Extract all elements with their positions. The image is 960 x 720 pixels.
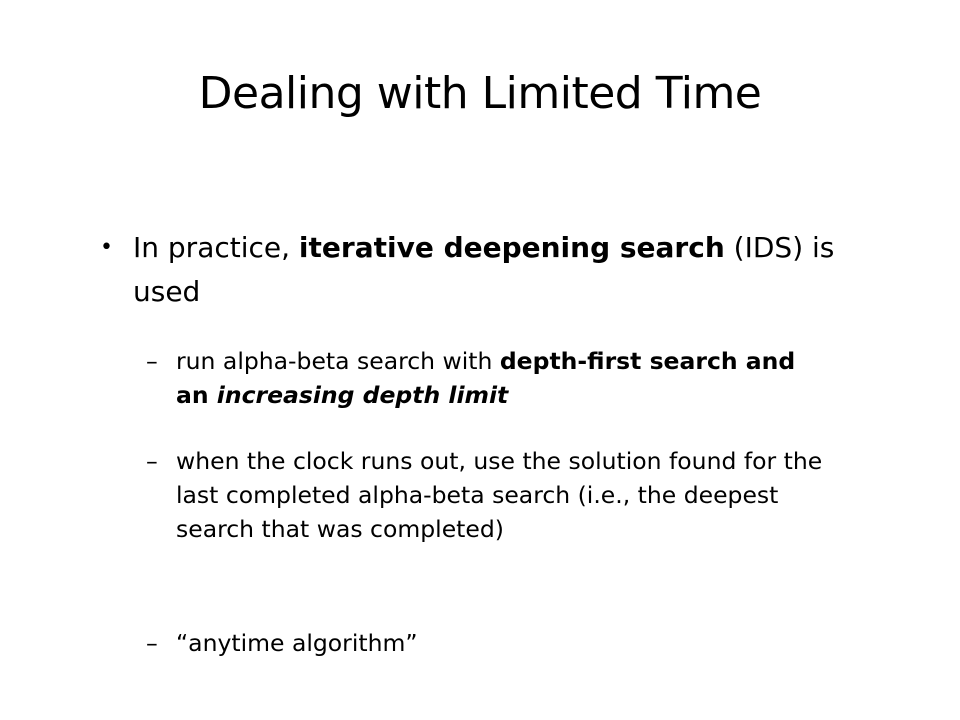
bullet-text [133, 226, 880, 314]
subbullet-text: “anytime algorithm” [176, 629, 418, 657]
subbullet-marker: – [146, 629, 158, 657]
slide-title: Dealing with Limited Time [198, 68, 762, 119]
subbullet-text-part1: run alpha-beta search with [176, 347, 500, 375]
subbullet-clock [146, 444, 826, 546]
bullet-text-part3: (IDS) is used [133, 231, 835, 308]
subbullet-text-bold-italic: increasing depth limit [216, 381, 509, 409]
subbullet-anytime [146, 626, 826, 660]
subbullet-text-bold: depth-first search and an [176, 347, 796, 409]
subbullet-alpha-beta [146, 344, 826, 412]
subbullet-marker: – [146, 447, 158, 475]
subbullet-text [176, 344, 826, 412]
subbullet-text: when the clock runs out, use the solution found for the last completed alpha-beta search (i.e., the deepest search that was completed) [176, 447, 823, 543]
bullet-text-part1: In practice, [133, 231, 299, 264]
bullet-text-bold: iterative deepening search [298, 231, 725, 264]
subbullet-marker: – [146, 347, 158, 375]
bullet-marker: • [100, 235, 113, 260]
bullet-ids [100, 226, 880, 314]
